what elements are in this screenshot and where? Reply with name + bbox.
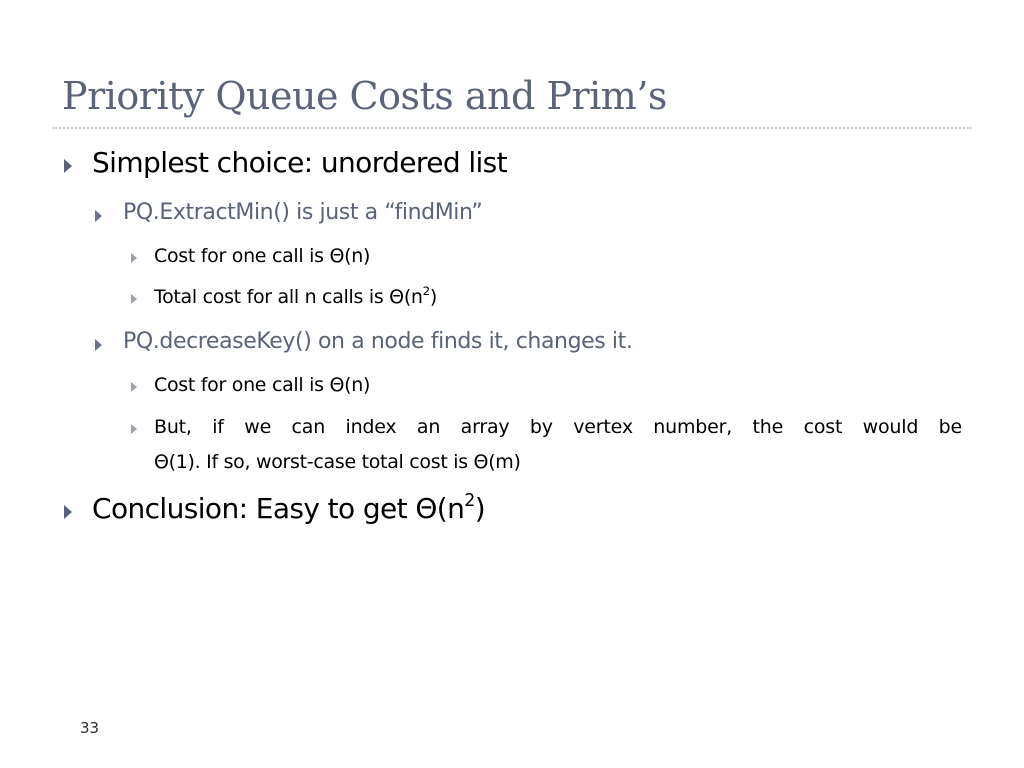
bullet-text-main: Total cost for all n calls is Θ(n xyxy=(154,286,423,308)
bullet-text: Cost for one call is Θ(n) xyxy=(154,374,371,396)
bullet-arrow-icon xyxy=(131,253,137,263)
bullet-index-array-line1: But, if we can index an array by vertex number, the cost would be xyxy=(154,416,962,438)
superscript: 2 xyxy=(422,283,430,298)
bullet-text: PQ.ExtractMin() is just a “findMin” xyxy=(123,200,483,225)
bullet-text-close: ) xyxy=(429,286,437,308)
bullet-text-main: Conclusion: Easy to get Θ(n xyxy=(92,492,465,525)
bullet-arrow-icon xyxy=(131,294,137,304)
bullet-text: Θ(1). If so, worst-case total cost is Θ(m) xyxy=(154,451,521,473)
bullet-arrow-icon xyxy=(131,382,137,392)
title-divider xyxy=(52,127,972,129)
bullet-index-array-line2 xyxy=(154,451,521,473)
bullet-arrow-icon xyxy=(64,505,72,519)
bullet-arrow-icon xyxy=(95,210,102,222)
slide-title: Priority Queue Costs and Prim’s xyxy=(62,74,667,118)
bullet-text xyxy=(154,283,437,308)
bullet-text-close: ) xyxy=(474,492,486,525)
superscript: 2 xyxy=(464,490,475,511)
bullet-text: PQ.decreaseKey() on a node finds it, changes it. xyxy=(123,329,633,354)
bullet-text: Cost for one call is Θ(n) xyxy=(154,245,371,267)
page-number: 33 xyxy=(80,719,100,737)
bullet-arrow-icon xyxy=(131,424,137,434)
bullet-arrow-icon xyxy=(64,159,72,173)
bullet-text: Simplest choice: unordered list xyxy=(92,146,508,179)
bullet-arrow-icon xyxy=(95,339,102,351)
bullet-text xyxy=(92,492,485,525)
